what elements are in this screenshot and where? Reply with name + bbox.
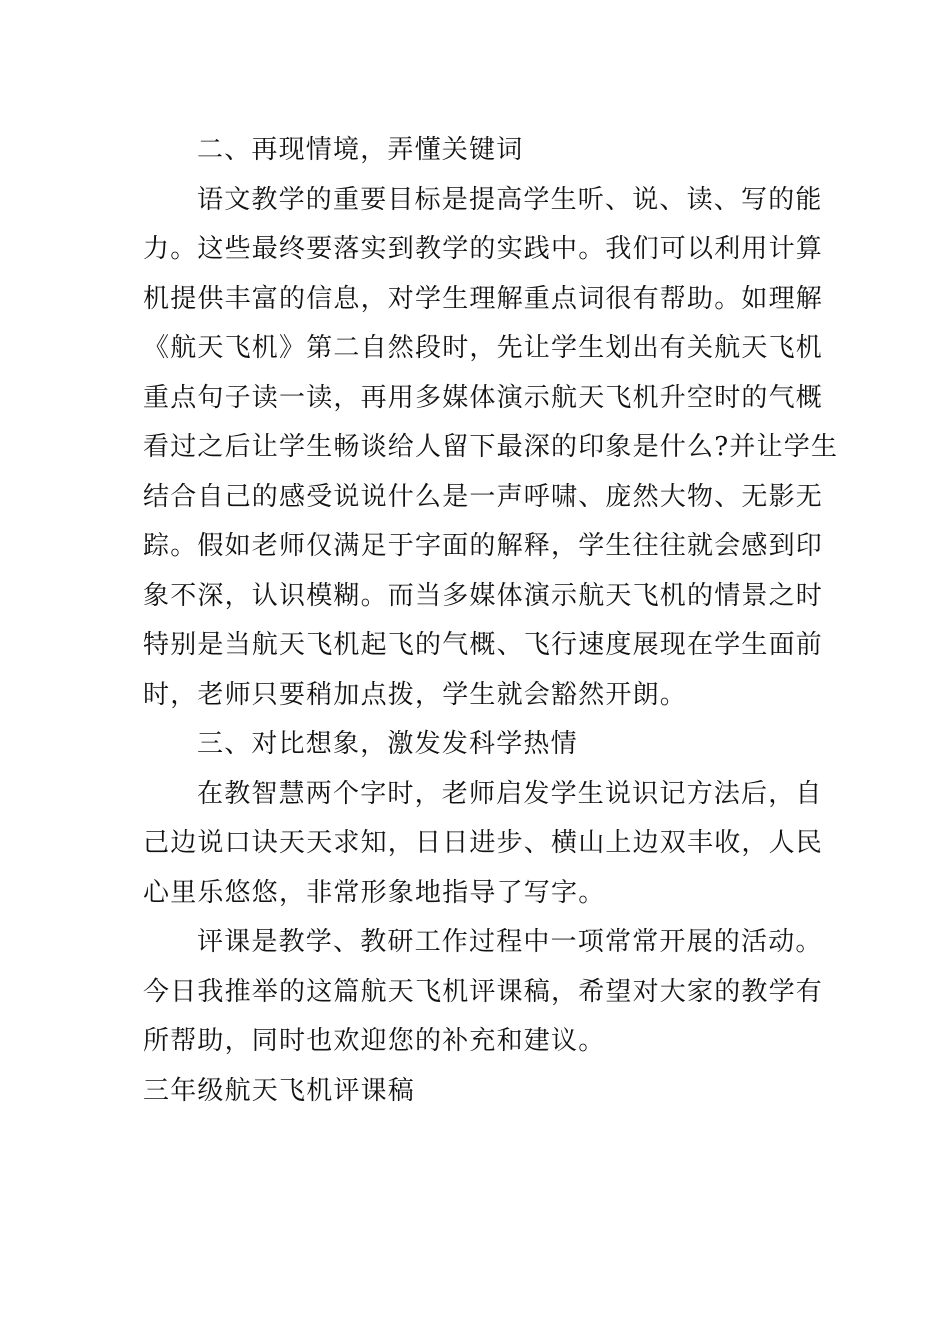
paragraph-line: 所帮助，同时也欢迎您的补充和建议。 <box>143 1026 606 1056</box>
paragraph-line: 语文教学的重要目标是提高学生听、说、读、写的能 <box>197 184 823 215</box>
paragraph-line: 重点句子读一读，再用多媒体演示航天飞机升空时的气概 <box>143 382 824 413</box>
paragraph-line: 特别是当航天飞机起飞的气概、飞行速度展现在学生面前 <box>143 630 824 660</box>
paragraph-line: 踪。假如老师仅满足于字面的解释，学生往往就会感到印 <box>143 531 824 561</box>
paragraph-line: 力。这些最终要落实到教学的实践中。我们可以利用计算 <box>143 234 824 264</box>
paragraph-line: 在教智慧两个字时，老师启发学生说识记方法后，自 <box>197 778 823 809</box>
paragraph-line: 今日我推举的这篇航天飞机评课稿，希望对大家的教学有 <box>143 976 824 1007</box>
paragraph-line: 心里乐悠悠，非常形象地指导了写字。 <box>143 877 606 908</box>
paragraph-line: 机提供丰富的信息，对学生理解重点词很有帮助。如理解 <box>143 283 824 314</box>
paragraph-line: 看过之后让学生畅谈给人留下最深的印象是什么?并让学生 <box>143 432 839 462</box>
paragraph-line: 结合自己的感受说说什么是一声呼啸、庞然大物、无影无 <box>143 481 824 512</box>
section-heading-two: 二、再现情境，弄懂关键词 <box>197 135 524 165</box>
paragraph-line: 《航天飞机》第二自然段时，先让学生划出有关航天飞机 <box>143 333 824 363</box>
paragraph-line: 时，老师只要稍加点拨，学生就会豁然开朗。 <box>143 679 688 710</box>
paragraph-line: 评课是教学、教研工作过程中一项常常开展的活动。 <box>197 927 823 957</box>
section-heading-three: 三、对比想象，激发发科学热情 <box>197 729 578 759</box>
paragraph-line: 己边说口诀天天求知，日日进步、横山上边双丰收，人民 <box>143 828 824 858</box>
document-body <box>143 126 839 1116</box>
paragraph-line: 象不深，认识模糊。而当多媒体演示航天飞机的情景之时 <box>143 580 824 611</box>
document-footer-title: 三年级航天飞机评课稿 <box>143 1075 416 1106</box>
